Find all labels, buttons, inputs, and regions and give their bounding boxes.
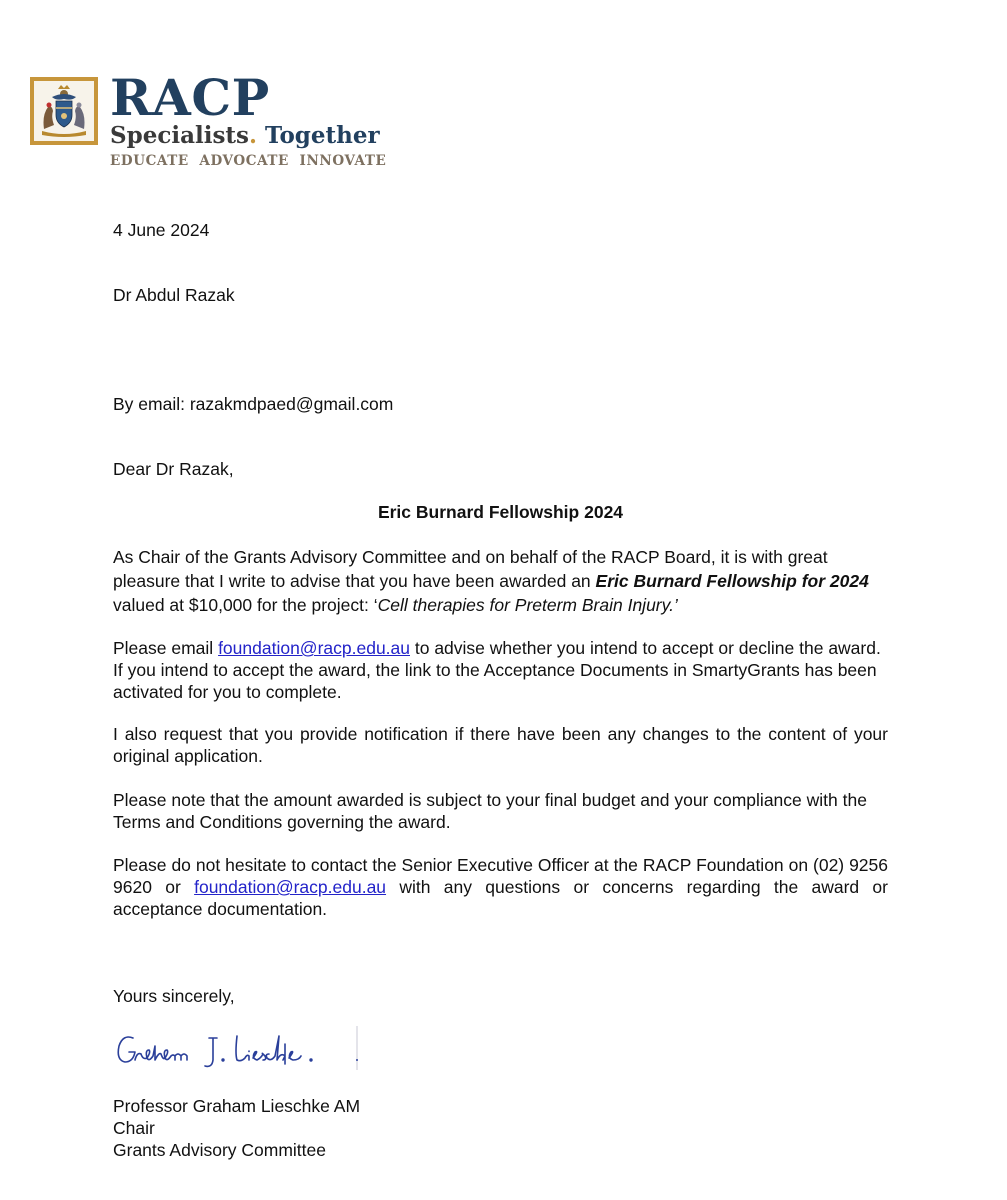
paragraph-contact xyxy=(113,854,888,920)
para1-text-2: valued at $10,000 for the project: ‘ xyxy=(113,595,378,615)
foundation-email-link[interactable]: foundation@racp.edu.au xyxy=(218,638,410,658)
handwritten-signature xyxy=(113,1024,363,1076)
para5-text-1: Please do not hesitate to contact the Senior Executive Officer at the RACP Foundation on (02) 9256 9620 or xyxy=(113,855,888,897)
coat-of-arms-icon xyxy=(30,77,98,145)
para2-text-2: to advise whether you intend to accept or decline the award. If you intend to accept the award, the link to the Acceptance Documents in SmartyGrants has been activated for you to complete. xyxy=(113,638,881,702)
para5-text-2: with any questions or concerns regarding the award or acceptance documentation. xyxy=(113,877,888,919)
tagline-part1: Specialists xyxy=(110,122,249,149)
tagline-dot: . xyxy=(248,122,257,149)
para2-text-1: Please email xyxy=(113,638,219,658)
closing: Yours sincerely, xyxy=(113,986,235,1006)
paragraph-budget: Please note that the amount awarded is subject to your final budget and your compliance with the Terms and Conditions governing the award. xyxy=(113,790,867,832)
tagline-part2: Together xyxy=(256,122,380,149)
foundation-email-link-2[interactable]: foundation@racp.edu.au xyxy=(194,877,387,897)
org-name: RACP xyxy=(110,68,270,127)
signatory-role: Chair xyxy=(113,1118,155,1138)
org-motto: EDUCATE ADVOCATE INNOVATE xyxy=(110,153,387,169)
paragraph-award xyxy=(113,545,888,617)
letterhead xyxy=(30,68,430,182)
recipient-email-line: By email: razakmdpaed@gmail.com xyxy=(113,394,394,414)
brand-block xyxy=(110,68,387,169)
letter-date: 4 June 2024 xyxy=(113,220,210,240)
letter-subject: Eric Burnard Fellowship 2024 xyxy=(377,502,624,522)
recipient-name: Dr Abdul Razak xyxy=(113,285,235,305)
signatory-committee: Grants Advisory Committee xyxy=(113,1140,326,1160)
org-tagline xyxy=(110,122,386,150)
para1-text-1: As Chair of the Grants Advisory Committee and on behalf of the RACP Board, it is with great pleasure that I write to advise that you have been awarded an xyxy=(113,547,828,591)
paragraph-notification: I also request that you provide notification if there have been any changes to the content of your original application. xyxy=(113,724,888,766)
fellowship-name: Eric Burnard Fellowship for 2024 xyxy=(595,571,869,591)
signatory-name: Professor Graham Lieschke AM xyxy=(113,1096,361,1116)
project-title: Cell therapies for Preterm Brain Injury.’ xyxy=(377,595,678,615)
paragraph-acceptance xyxy=(113,637,888,703)
salutation: Dear Dr Razak, xyxy=(113,459,234,479)
